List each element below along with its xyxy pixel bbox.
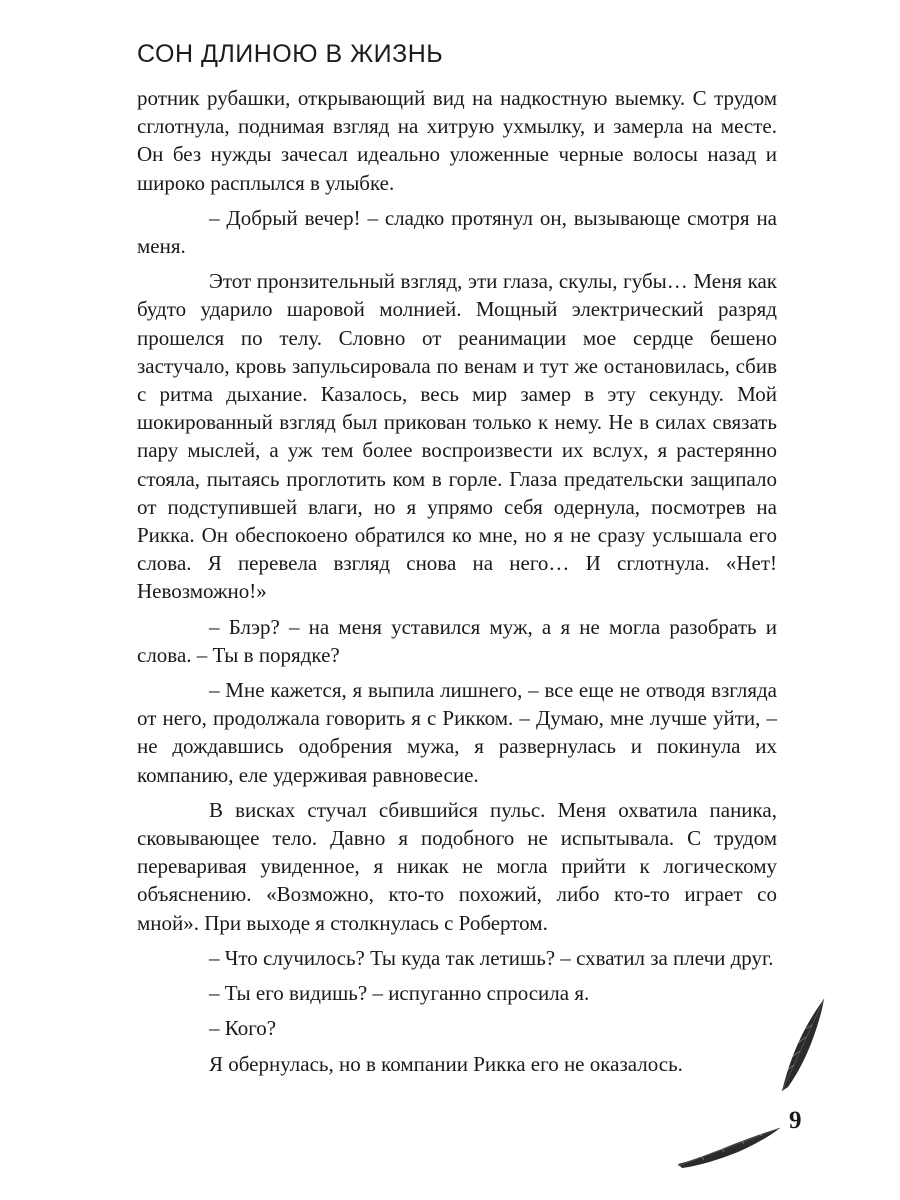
feather-icon (674, 1120, 784, 1170)
feather-icon (772, 995, 832, 1095)
paragraph-4: – Блэр? – на меня уставился муж, а я не могла разобрать и слова. – Ты в порядке? (137, 614, 777, 667)
running-header: СОН ДЛИНОЮ В ЖИЗНЬ (137, 40, 444, 68)
paragraph-2: – Добрый вечер! – сладко протянул он, вызывающе смотря на меня. (137, 205, 777, 259)
paragraph-7: – Что случилось? Ты куда так летишь? – схватил за плечи друг. (209, 945, 774, 970)
paragraph-6: В висках стучал сбившийся пульс. Меня охватила паника, сковывающее тело. Давно я подобного не испытывала. С трудом переваривая увиденное, я никак не могла прийти к логическому объяснению. «Возможно, кто-то похожий, либо кто-то играет со мной». При выходе я столкнулась с Робертом. (137, 797, 777, 935)
body-text (137, 84, 777, 1085)
paragraph-10: Я обернулась, но в компании Рикка его не оказалось. (209, 1051, 683, 1076)
paragraph-8: – Ты его видишь? – испуганно спросила я. (209, 981, 590, 1006)
paragraph-1: ротник рубашки, открывающий вид на надкостную выемку. С трудом сглотнула, поднимая взгляд на хитрую ухмылку, и замерла на месте. Он без нужды зачесал идеально уложенные черные волосы назад и широко расплылся в улыбке. (137, 86, 777, 195)
paragraph-3: Этот пронзительный взгляд, эти глаза, скулы, губы… Меня как будто ударило шаровой молнией. Мощный электрический разряд прошелся по телу. Словно от реанимации мое сердце бешено застучало, кровь запульсировала по венам и тут же остановилась, сбив с ритма дыхание. Казалось, весь мир замер в эту секунду. Мой шокированный взгляд был прикован только к нему. Не в силах связать пару мыслей, а уж тем более воспроизвести их вслух, я растерянно стояла, пытаясь проглотить ком в горле. Глаза предательски защипало от подступившей влаги, но я упрямо себя одернула, посмотрев на Рикка. Он обеспокоено обратился ко мне, но я не сразу услышала его слова. Я перевела взгляд снова на него… И сглотнула. «Нет! Невозможно!» (137, 269, 777, 604)
paragraph-5: – Мне кажется, я выпила лишнего, – все еще не отводя взгляда от него, продолжала говорить я с Рикком. – Думаю, мне лучше уйти, – не дождавшись одобрения мужа, я развернулась и покинула их компанию, еле удерживая равновесие. (137, 678, 777, 787)
page-number: 9 (789, 1107, 802, 1134)
paragraph-9: – Кого? (209, 1016, 277, 1041)
